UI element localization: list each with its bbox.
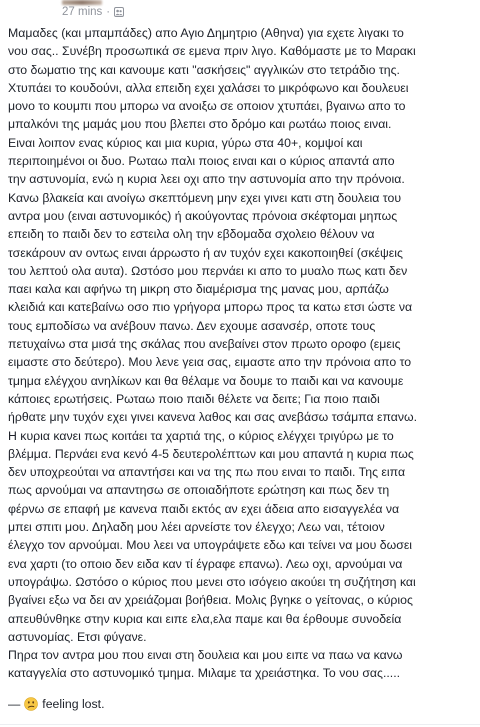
post-text-line: Κανω βλακεία και ανοίγω σκεπτόμενη μην εχει γινει κατι στη δουλεια του xyxy=(8,190,402,205)
post-divider xyxy=(0,724,480,725)
post-text-line: του λεπτού ολα αυτα). Ωστόσο μου περνάει κι απο το μυαλο πως κατι δεν xyxy=(8,263,408,278)
post-text-line: τσεκάρουν αν οντως ειναι άρρωστο ή αν τυχόν εχει κακοποιηθεί (σκέψεις xyxy=(8,245,403,260)
post-text-line: βλέμμα. Περνάει ενα κενό 4-5 δευτερολέπτων και μου απαντά η κυρια πως xyxy=(8,446,414,461)
post-text-line: νου σας.. Συνέβη προσωπικά σε εμενα πριν λιγο. Καθόμαστε με το Μαρακι xyxy=(8,44,416,59)
post-text-line: ήρθατε μην τυχόν εχει γινει κανενα λαθος και σας ανεβάσω τσάμπα επανω. xyxy=(8,410,418,425)
post-meta xyxy=(62,5,124,19)
post-text-line: μπει σπιτι μου. Δηλαδη μου λέει αρνείστε τον έλεγχο; Λεω ναι, τέτοιον xyxy=(8,520,385,535)
post-text-line: καταγγελία στο αστυνομικό τμημα. Μιλαμε τα χρειάστηκα. Το νου σας..... xyxy=(8,666,401,681)
post-text-line: στο δωματιο της και κανουμε κατι "ασκήσεις" αγγλικών στο τετράδιο της. xyxy=(8,62,400,77)
post-text-line: υπογράψω. Ωστόσο ο κύριος που μενει στο ισόγειο ακούει τη συζήτηση και xyxy=(8,574,416,589)
post-body xyxy=(8,24,474,683)
post-text-line: έλεγχο τον αρνούμαι. Μου λεει να υπογράψετε εδω και τείνει να μου δωσει xyxy=(8,538,413,553)
post-text-line: κλειδιά και κατεβαίνω οσο πιο γρήγορα μπορω προς τα κατω ετσι ώστε να xyxy=(8,300,413,315)
post-text-line: απευθύνθηκε στην κυρια και ειπε ελα,ελα παμε και θα έρθουμε συνοδεία xyxy=(8,611,402,626)
post-text-line: δεν υποχρεούται να απαντήσει και να της πω που ειναι το παιδι. Της ειπα xyxy=(8,465,406,480)
post-text-line: κάποιες ερωτήσεις. Ρωταω ποιο παιδι θέλετε να δειτε; Για ποιο παιδι xyxy=(8,391,380,406)
post-text-line: βγαίνει εξω να δει αν χρειάζομαι βοήθεια. Μολις βγηκε ο γείτονας, ο κύριος xyxy=(8,593,413,608)
post-text-line: επειδη το παιδι δεν το εστειλα ολη την εβδομαδα σχολειο θέλουν να xyxy=(8,227,375,242)
post-text-line: περιποιημένοι οι δυο. Ρωταω παλι ποιος ειναι και ο κύριος απαντά απο xyxy=(8,154,395,169)
post-text-line: φέρνω σε επαφή με κανενα παιδι εκτός αν εχει άδεια απο εισαγγελέα να xyxy=(8,501,400,516)
post-text-line: ενα χαρτι (το οποιο δεν ειδα καν τί έγραφε επανω). Λεω οχι, αρνούμαι να xyxy=(8,556,403,571)
post-text-line: Χτυπάει το κουδούνι, αλλα επειδη εχει χαλάσει το μικρόφωνο και δουλευει xyxy=(8,80,409,95)
post-text-line: μονο το κουμπι που μπορω να ανοιξω σε οποιον χτυπάει, βγαινω απο το xyxy=(8,99,406,114)
post-text-line: μπαλκόνι της μαμάς μου που βλεπει στο δρόμο και ρωτάω ποιος ειναι. xyxy=(8,117,392,132)
feeling-dash: — xyxy=(8,697,21,711)
post-text-line: την αστυνομία, ενώ η κυρια λεει οχι απο την αστυνομία απο την πρόνοια. xyxy=(8,172,405,187)
friends-icon[interactable] xyxy=(114,7,124,17)
post-text-line: αστυνομίας. Ετσι φύγανε. xyxy=(8,629,147,644)
post-text-line: ειμαστε στο δεύτερο). Μου λενε γεια σας, ειμαστε απο την πρόνοια απο το xyxy=(8,355,412,370)
post-text-line: πως αρνούμαι να απαντησω σε οποιαδήποτε ερώτηση και πως δεν τη xyxy=(8,483,390,498)
post-text-line: Ειναι λοιπον ενας κύριος και μια κυρια, γύρω στα 40+, κομψοί και xyxy=(8,135,363,150)
confused-face-icon xyxy=(24,697,38,711)
meta-separator: · xyxy=(106,6,111,18)
post-text-line: Πηρα τον αντρα μου που ειναι στη δουλεια και μου ειπε να παω να κανω xyxy=(8,648,403,663)
feeling-label-link[interactable]: feeling lost. xyxy=(42,697,105,711)
post-text-line: παει καλα και αφήνω τη μικρη στο διαμέρισμα της μανας μου, αρπάζω xyxy=(8,282,389,297)
feeling-activity xyxy=(8,695,105,713)
post-text-line: Η κυρια κανει πως κοιτάει τα χαρτιά της, ο κύριος ελέγχει τριγύρω με το xyxy=(8,428,394,443)
post-text-line: Μαμαδες (και μπαμπάδες) απο Αγιο Δημητριο (Αθηνα) για εχετε λιγακι το xyxy=(8,26,404,40)
post-timestamp-link[interactable]: 27 mins xyxy=(62,6,103,18)
post-text-line: τους εμποδίσω να ανέβουν πανω. Δεν εχουμε ασανσέρ, οποτε τους xyxy=(8,318,376,333)
post-text-line: πετυχαίνω στα μισά της σκάλας που ανεβαίνει στον πρωτο οροφο (εμεις xyxy=(8,337,401,352)
post-text-line: τμημα ελέγχου ανηλίκων και θα θέλαμε να δουμε το παιδι και να κανουμε xyxy=(8,373,404,388)
post-text-line: αντρα μου (ειναι αστυνομικός) ή ακούγοντας πρόνοια σκέφτομαι μηπως xyxy=(8,208,398,223)
